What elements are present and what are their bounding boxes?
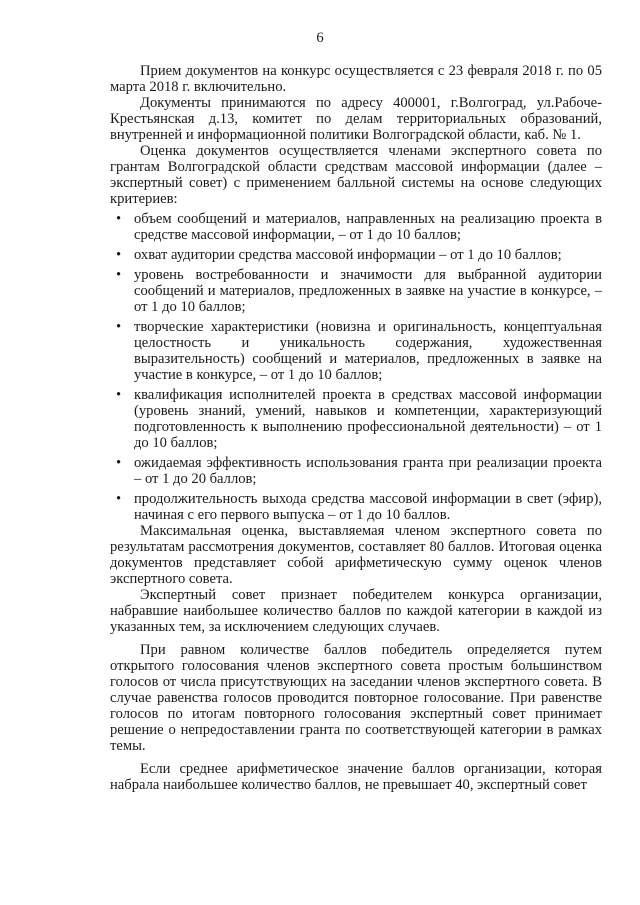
list-item [110, 247, 602, 263]
list-item [110, 211, 602, 243]
list-item [110, 387, 602, 451]
criterion-text: уровень востребованности и значимости для выбранной аудитории сообщений и материалов, предложенных в заявке на участие в конкурсе, – от 1 до 10 баллов; [134, 267, 602, 315]
bullet-icon: • [116, 267, 122, 283]
paragraph-average-score: Если среднее арифметическое значение баллов организации, которая набрала наибольшее количество баллов, не превышает 40, экспертный совет [110, 761, 602, 793]
paragraph-evaluation: Оценка документов осуществляется членами экспертного совета по грантам Волгоградской области средствам массовой информации (далее – экспертный совет) с применением балльной системы на основе следующих критериев: [110, 143, 602, 207]
list-item [110, 491, 602, 523]
criterion-text: ожидаемая эффективность использования гранта при реализации проекта – от 1 до 20 баллов; [134, 455, 602, 487]
criterion-text: охват аудитории средства массовой информации – от 1 до 10 баллов; [134, 247, 562, 263]
list-item [110, 267, 602, 315]
page-number: 6 [316, 30, 324, 46]
bullet-icon: • [116, 211, 122, 227]
criterion-text: объем сообщений и материалов, направленных на реализацию проекта в средстве массовой информации, – от 1 до 10 баллов; [134, 211, 602, 243]
body-text [110, 63, 602, 793]
criterion-text: квалификация исполнителей проекта в средствах массовой информации (уровень знаний, умений, навыков и компетенции, характеризующий подготовленность к выполнению профессиональной деятельности) – от 1 до 10 баллов; [134, 387, 602, 451]
paragraph-address: Документы принимаются по адресу 400001, г.Волгоград, ул.Рабоче-Крестьянская д.13, комитет по делам территориальных образований, внутренней и информационной политики Волгоградской области, каб. № 1. [110, 95, 602, 143]
paragraph-max-score: Максимальная оценка, выставляемая членом экспертного совета по результатам рассмотрения документов, составляет 80 баллов. Итоговая оценка документов представляет собой арифметическую сумму оценок членов экспертного совета. [110, 523, 602, 587]
bullet-icon: • [116, 319, 122, 335]
paragraph-winners: Экспертный совет признает победителем конкурса организации, набравшие наибольшее количество баллов по каждой категории в каждой из указанных тем, за исключением следующих случаев. [110, 587, 602, 635]
bullet-icon: • [116, 491, 122, 507]
paragraph-submission-dates: Прием документов на конкурс осуществляется с 23 февраля 2018 г. по 05 марта 2018 г. включительно. [110, 63, 602, 95]
bullet-icon: • [116, 387, 122, 403]
criteria-list [110, 211, 602, 523]
criterion-text: творческие характеристики (новизна и оригинальность, концептуальная целостность и уникальность содержания, художественная выразительность) сообщений и материалов, предложенных в заявке на участие в конкурсе, – от 1 до 10 баллов; [134, 319, 602, 383]
list-item [110, 319, 602, 383]
criterion-text: продолжительность выхода средства массовой информации в свет (эфир), начиная с его первого выпуска – от 1 до 10 баллов. [134, 491, 602, 523]
bullet-icon: • [116, 247, 122, 263]
paragraph-tie-vote: При равном количестве баллов победитель определяется путем открытого голосования членов экспертного совета простым большинством голосов от числа присутствующих на заседании членов экспертного совета. В случае равенства голосов проводится повторное голосование. При равенстве голосов по итогам повторного голосования экспертный совет принимает решение о непредоставлении гранта по соответствующей категории в рамках темы. [110, 642, 602, 754]
list-item [110, 455, 602, 487]
bullet-icon: • [116, 455, 122, 471]
